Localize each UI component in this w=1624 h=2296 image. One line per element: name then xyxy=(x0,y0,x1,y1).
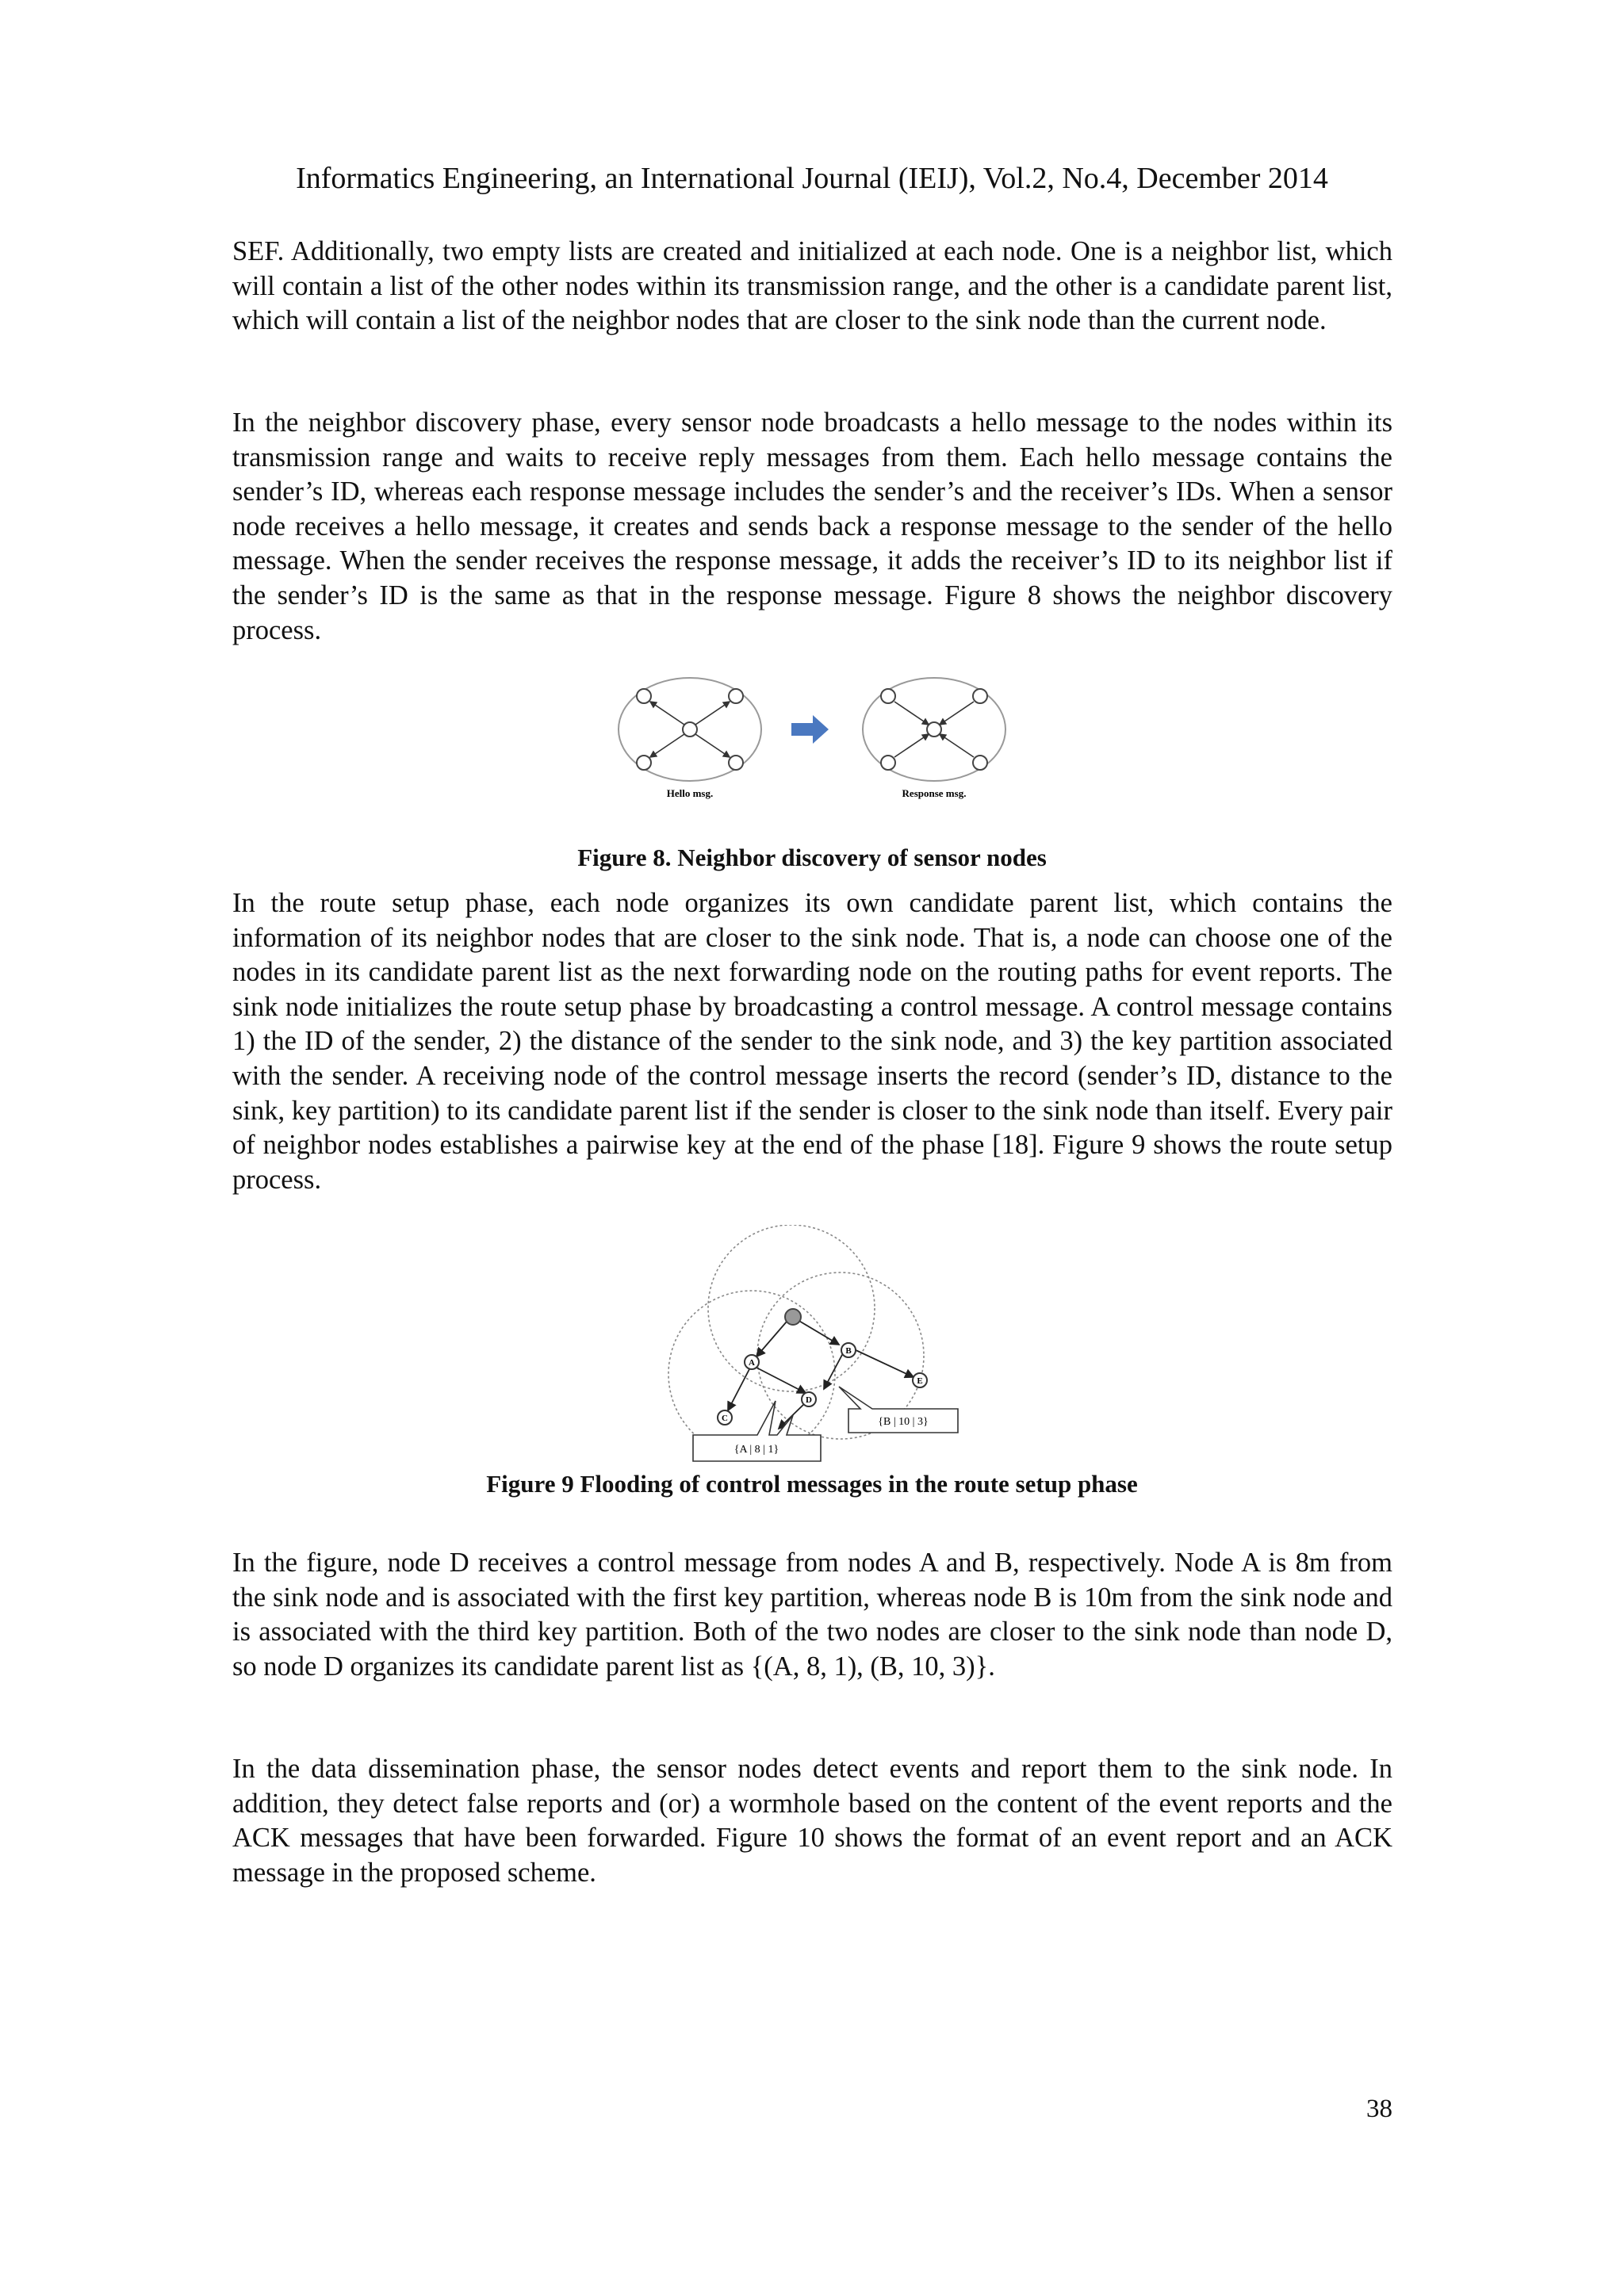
figure-8-diagram xyxy=(611,674,1023,809)
figure-9-caption: Figure 9 Flooding of control messages in the route setup phase xyxy=(486,1470,1138,1498)
transition-arrow xyxy=(791,715,829,744)
paragraph-2: In the neighbor discovery phase, every sensor node broadcasts a hello message to the nodes within its transmission range and waits to receive reply messages from them. Each hello message contains the sender’s ID, whereas each response message includes the sender’s and the receiver’s IDs. When a sensor node receives a hello message, it creates and sends back a response message to the sender of the hello message. When the sender receives the response message, it adds the receiver’s ID to its neighbor list if the sender’s ID is the same as that in the response message. Figure 8 shows the neighbor discovery process. xyxy=(232,408,1392,645)
node-a xyxy=(745,1355,759,1369)
figure-8 xyxy=(611,674,1023,809)
node-d xyxy=(802,1392,816,1406)
figure-8-caption: Figure 8. Neighbor discovery of sensor nodes xyxy=(577,844,1047,871)
page-number: 38 xyxy=(1366,2095,1392,2123)
node-c xyxy=(718,1410,732,1425)
paragraph-1: SEF. Additionally, two empty lists are created and initialized at each node. One is a neighbor list, which will contain a list of the other nodes within its transmission range, and the other is a candidate parent list, which will contain a list of the neighbor nodes that are closer to the sink node than the current node. xyxy=(232,236,1392,336)
node-b xyxy=(841,1343,856,1357)
response-cluster xyxy=(863,678,1005,781)
response-msg-label: Response msg. xyxy=(902,787,967,799)
running-header: Informatics Engineering, an International Journal (IEIJ), Vol.2, No.4, December 2014 xyxy=(296,162,1328,195)
hello-cluster xyxy=(619,678,761,781)
figure-9-diagram xyxy=(658,1225,975,1475)
callout-a xyxy=(693,1401,821,1461)
svg-text:E: E xyxy=(917,1376,923,1386)
svg-text:A: A xyxy=(749,1358,755,1368)
svg-text:{A | 8 | 1}: {A | 8 | 1} xyxy=(733,1444,779,1456)
sink-node xyxy=(785,1309,801,1325)
svg-text:D: D xyxy=(806,1395,812,1405)
paragraph-4: In the figure, node D receives a control message from nodes A and B, respectively. Node A is 8m from the sink node and is associated with the first key partition, whereas node B is 10m from the sink node and is associated with the third key partition. Both of the two nodes are closer to the sink node than node D, so node D organizes its candidate parent list as {(A, 8, 1), (B, 10, 3)}. xyxy=(232,1548,1392,1682)
hello-msg-label: Hello msg. xyxy=(666,787,714,799)
figure-9 xyxy=(658,1225,975,1475)
callout-b xyxy=(839,1387,958,1433)
svg-text:B: B xyxy=(845,1346,852,1356)
svg-text:C: C xyxy=(722,1414,728,1423)
node-e xyxy=(913,1373,927,1387)
paragraph-5: In the data dissemination phase, the sensor nodes detect events and report them to the sink node. In addition, they detect false reports and (or) a wormhole based on the content of the event reports and the ACK messages that have been forwarded. Figure 10 shows the format of an event report and an ACK message in the proposed scheme. xyxy=(232,1754,1392,1888)
svg-text:{B | 10 | 3}: {B | 10 | 3} xyxy=(878,1416,929,1428)
paragraph-3: In the route setup phase, each node organizes its own candidate parent list, which contains the information of its neighbor nodes that are closer to the sink node. That is, a node can choose one of the nodes in its candidate parent list as the next forwarding node on the routing paths for event reports. The sink node initializes the route setup phase by broadcasting a control message. A control message contains 1) the ID of the sender, 2) the distance of the sender to the sink node, and 3) the key partition associated with the sender. A receiving node of the control message inserts the record (sender’s ID, distance to the sink, key partition) to its candidate parent list if the sender is closer to the sink node than itself. Every pair of neighbor nodes establishes a pairwise key at the end of the phase [18]. Figure 9 shows the route setup process. xyxy=(232,888,1392,1195)
